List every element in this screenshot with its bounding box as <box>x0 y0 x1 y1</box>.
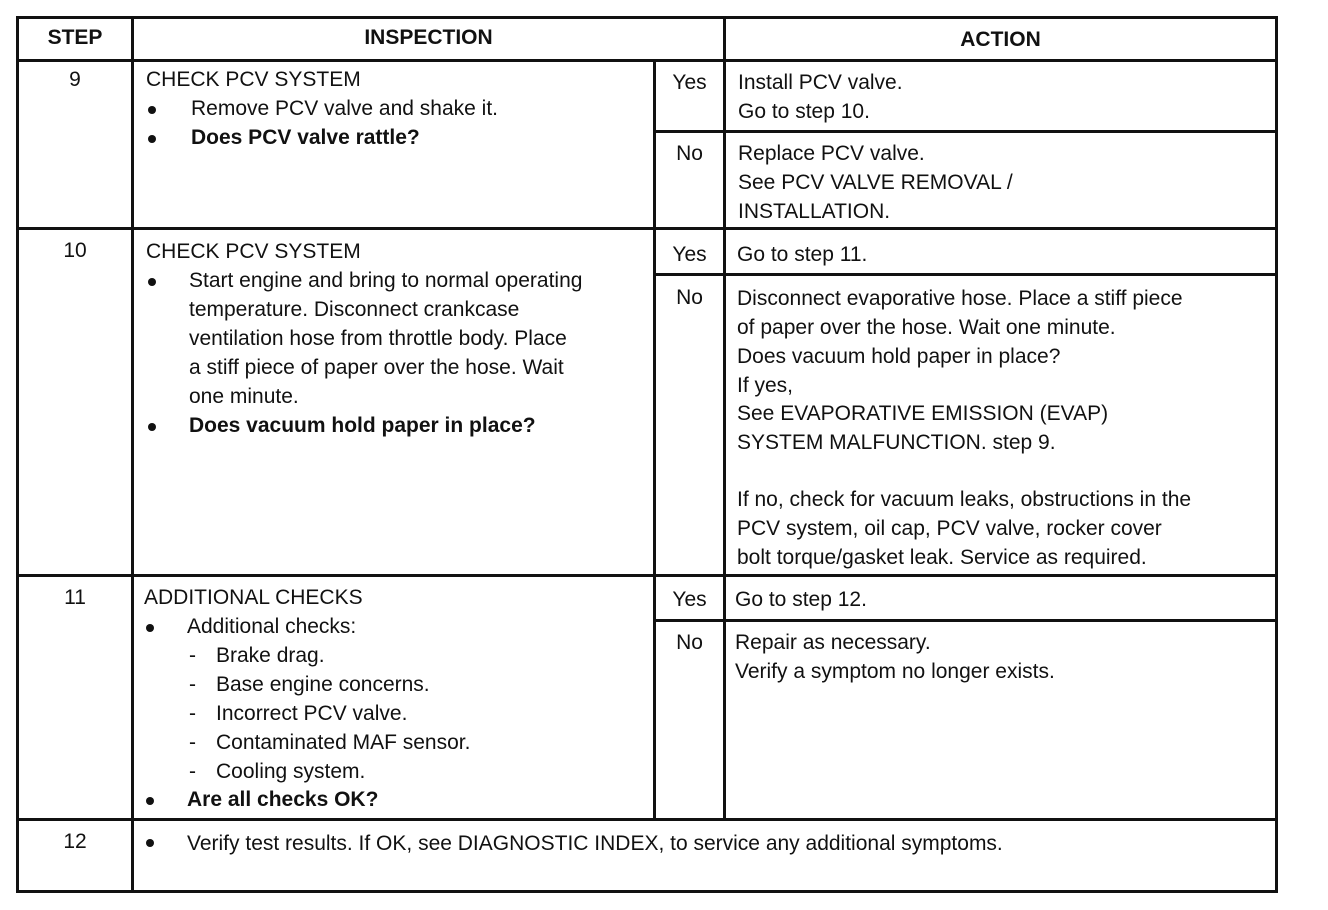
inspection-step-line: temperature. Disconnect crankcase <box>189 298 520 321</box>
bullet-icon <box>146 839 154 847</box>
action-no-line: See PCV VALVE REMOVAL / <box>738 171 1013 194</box>
action-no-line: SYSTEM MALFUNCTION. step 9. <box>737 431 1056 454</box>
dash-marker: - <box>189 702 196 725</box>
check-item: Base engine concerns. <box>216 673 430 696</box>
action-yes-line: Install PCV valve. <box>738 71 903 94</box>
action-no-line: Disconnect evaporative hose. Place a stiff piece <box>737 287 1183 310</box>
dash-marker: - <box>189 731 196 754</box>
step-number: 10 <box>63 239 87 262</box>
bullet-icon <box>148 423 156 431</box>
answer-yes-label: Yes <box>672 243 707 266</box>
bullet-icon <box>148 278 156 286</box>
inspection-step: Remove PCV valve and shake it. <box>191 97 498 120</box>
yes-no-divider-9 <box>653 130 1278 133</box>
answer-no-label: No <box>676 631 703 654</box>
header-action: ACTION <box>960 28 1041 51</box>
check-item: Incorrect PCV valve. <box>216 702 408 725</box>
inspection-step-line: a stiff piece of paper over the hose. Wait <box>189 356 564 379</box>
answer-yes-label: Yes <box>672 588 707 611</box>
action-no-line: Does vacuum hold paper in place? <box>737 345 1061 368</box>
check-item: Cooling system. <box>216 760 366 783</box>
check-item: Contaminated MAF sensor. <box>216 731 471 754</box>
action-yes-line: Go to step 11. <box>737 243 868 266</box>
inspection-question: Does PCV valve rattle? <box>191 126 420 149</box>
step-number: 9 <box>69 68 81 91</box>
diagnostic-table <box>16 16 1278 894</box>
table-border-bottom <box>16 890 1278 893</box>
action-no-line: Verify a symptom no longer exists. <box>735 660 1055 683</box>
bullet-icon <box>146 797 154 805</box>
inspection-question: Are all checks OK? <box>187 788 379 811</box>
action-no-line: Repair as necessary. <box>735 631 931 654</box>
verify-text: Verify test results. If OK, see DIAGNOSTIC INDEX, to service any additional symptoms. <box>187 832 1003 855</box>
inspection-step-line: one minute. <box>189 385 299 408</box>
action-no-line: If yes, <box>737 374 794 397</box>
action-no-line: If no, check for vacuum leaks, obstructions in the <box>737 488 1192 511</box>
answer-no-label: No <box>676 286 703 309</box>
dash-marker: - <box>189 760 196 783</box>
answer-column-divider <box>653 59 656 821</box>
action-no-line: PCV system, oil cap, PCV valve, rocker cover <box>737 517 1162 540</box>
yes-no-divider-11 <box>653 619 1278 622</box>
inspection-step: Additional checks: <box>187 615 357 638</box>
step-number: 11 <box>64 586 86 609</box>
row-divider-11-12 <box>16 818 1278 821</box>
action-no-line: of paper over the hose. Wait one minute. <box>737 316 1116 339</box>
inspection-question: Does vacuum hold paper in place? <box>189 414 536 437</box>
bullet-icon <box>148 106 156 114</box>
dash-marker: - <box>189 673 196 696</box>
step-column-divider <box>131 16 134 893</box>
action-no-line: Replace PCV valve. <box>738 142 925 165</box>
action-no-line: See EVAPORATIVE EMISSION (EVAP) <box>737 402 1109 425</box>
answer-yes-label: Yes <box>672 71 707 94</box>
header-divider <box>16 59 1278 62</box>
action-yes-line: Go to step 12. <box>735 588 867 611</box>
answer-no-label: No <box>676 142 703 165</box>
action-no-line: bolt torque/gasket leak. Service as required. <box>737 546 1147 569</box>
dash-marker: - <box>189 644 196 667</box>
table-border-left <box>16 16 19 893</box>
bullet-icon <box>148 135 156 143</box>
bullet-icon <box>146 624 154 632</box>
yes-no-divider-10 <box>653 273 1278 276</box>
table-border-right <box>1275 16 1278 893</box>
table-border-top <box>16 16 1278 19</box>
inspection-title: ADDITIONAL CHECKS <box>144 586 363 609</box>
header-step: STEP <box>47 26 103 49</box>
check-item: Brake drag. <box>216 644 325 667</box>
inspection-step-line: Start engine and bring to normal operating <box>189 269 583 292</box>
inspection-action-divider <box>723 16 726 821</box>
inspection-title: CHECK PCV SYSTEM <box>146 68 361 91</box>
inspection-step-line: ventilation hose from throttle body. Place <box>189 327 567 350</box>
row-divider-10-11 <box>16 574 1278 577</box>
inspection-title: CHECK PCV SYSTEM <box>146 240 361 263</box>
step-number: 12 <box>63 830 87 853</box>
row-divider-9-10 <box>16 227 1278 230</box>
action-yes-line: Go to step 10. <box>738 100 870 123</box>
header-inspection: INSPECTION <box>364 26 493 49</box>
action-no-line: INSTALLATION. <box>738 200 891 223</box>
